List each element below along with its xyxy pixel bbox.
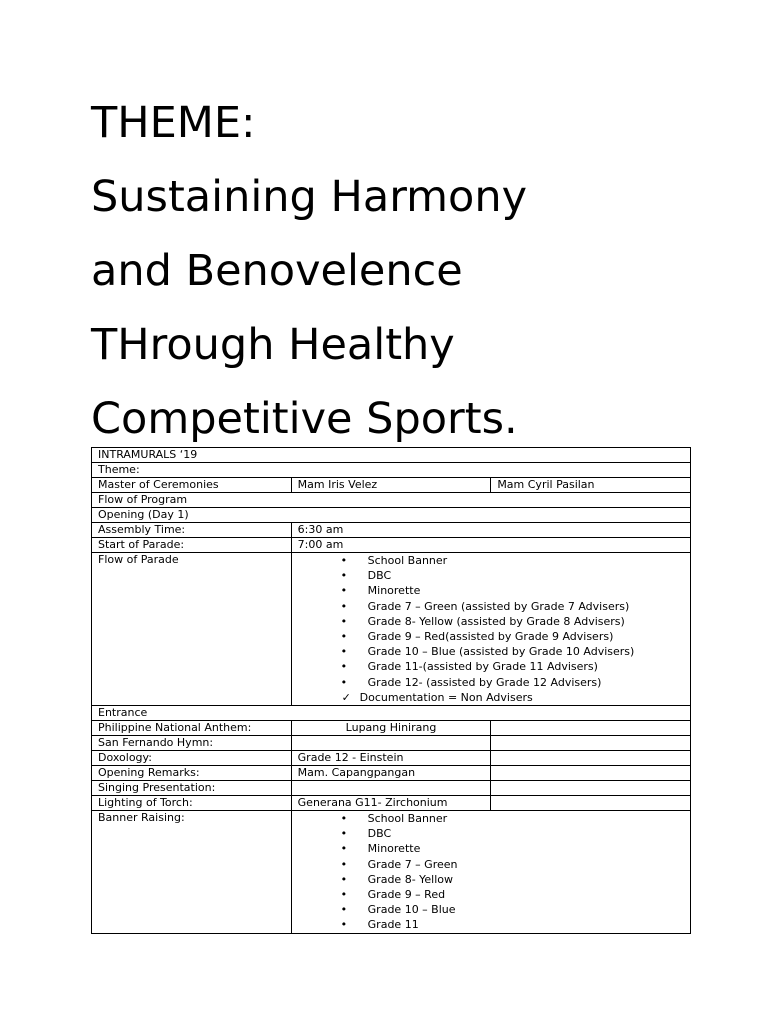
table-row <box>92 721 691 736</box>
flow-parade-list <box>298 553 684 690</box>
list-item-text: Grade 10 – Blue <box>367 903 456 917</box>
doxology-value: Grade 12 - Einstein <box>291 751 491 766</box>
bullet-icon: • <box>340 903 348 917</box>
flow-parade-label: Flow of Parade <box>92 553 292 706</box>
empty-cell <box>291 736 491 751</box>
empty-cell <box>491 721 691 736</box>
empty-cell <box>291 781 491 796</box>
list-item-text: DBC <box>367 569 392 583</box>
bullet-icon: • <box>340 660 348 674</box>
program-table <box>91 447 691 934</box>
table-row <box>92 508 691 523</box>
bullet-icon: • <box>340 630 348 644</box>
documentation-item <box>298 690 684 705</box>
doxology-label: Doxology: <box>92 751 292 766</box>
list-item-text: School Banner <box>367 554 448 567</box>
bullet-icon: • <box>340 599 348 613</box>
bullet-icon: • <box>340 569 348 583</box>
bullet-icon: • <box>340 614 348 628</box>
list-item <box>340 675 684 690</box>
anthem-value: Lupang Hinirang <box>291 721 491 736</box>
table-row <box>92 493 691 508</box>
list-item <box>340 841 684 856</box>
table-row <box>92 448 691 463</box>
theme-heading-line: THEME: <box>91 98 256 148</box>
list-item <box>340 553 684 568</box>
list-item-text: Minorette <box>367 842 421 856</box>
list-item <box>340 887 684 902</box>
empty-cell <box>491 796 691 811</box>
list-item-text: Grade 11-(assisted by Grade 11 Advisers) <box>367 660 598 674</box>
table-row <box>92 751 691 766</box>
table-row <box>92 736 691 751</box>
list-item-text: School Banner <box>367 812 448 826</box>
table-row <box>92 478 691 493</box>
bullet-icon: • <box>340 827 348 841</box>
theme-heading <box>91 86 527 456</box>
theme-label: Theme: <box>92 463 691 478</box>
bullet-icon: • <box>340 872 348 886</box>
list-item-text: Grade 7 – Green (assisted by Grade 7 Advisers) <box>367 599 630 613</box>
list-item-text: Grade 9 – Red(assisted by Grade 9 Advisers) <box>367 630 614 644</box>
list-item <box>340 811 684 826</box>
empty-cell <box>491 781 691 796</box>
bullet-icon: • <box>340 888 348 902</box>
list-item <box>340 826 684 841</box>
flow-program-label: Flow of Program <box>92 493 691 508</box>
table-row <box>92 811 691 934</box>
theme-heading-line: Sustaining Harmony <box>91 172 528 222</box>
banner-label: Banner Raising: <box>92 811 292 934</box>
bullet-icon: • <box>340 645 348 659</box>
documentation-text: Documentation = Non Advisers <box>359 690 533 704</box>
list-item-text: DBC <box>367 827 392 841</box>
empty-cell <box>491 751 691 766</box>
list-item <box>340 629 684 644</box>
list-item-text: Grade 7 – Green <box>367 857 458 871</box>
master-host-1: Mam Iris Velez <box>291 478 491 493</box>
torch-label: Lighting of Torch: <box>92 796 292 811</box>
singing-label: Singing Presentation: <box>92 781 292 796</box>
table-title: INTRAMURALS ‘19 <box>92 448 691 463</box>
list-item <box>340 568 684 583</box>
parade-start-label: Start of Parade: <box>92 538 292 553</box>
master-label: Master of Ceremonies <box>92 478 292 493</box>
table-row <box>92 796 691 811</box>
torch-value: Generana G11- Zirchonium <box>291 796 491 811</box>
list-item <box>340 917 684 932</box>
list-item <box>340 614 684 629</box>
list-item-text: Grade 12- (assisted by Grade 12 Advisers) <box>367 675 602 689</box>
hymn-label: San Fernando Hymn: <box>92 736 292 751</box>
banner-list <box>298 811 684 933</box>
table-row <box>92 553 691 706</box>
parade-start-value: 7:00 am <box>291 538 690 553</box>
list-item-text: Grade 8- Yellow (assisted by Grade 8 Advisers) <box>367 614 625 628</box>
bullet-icon: • <box>340 842 348 856</box>
bullet-icon: • <box>340 812 348 826</box>
list-item <box>340 644 684 659</box>
banner-list-cell <box>291 811 690 934</box>
list-item <box>340 659 684 674</box>
list-item <box>340 902 684 917</box>
bullet-icon: • <box>340 554 348 567</box>
checkmark-icon: ✓ <box>341 690 351 704</box>
list-item-text: Minorette <box>367 584 421 598</box>
list-item-text: Grade 10 – Blue (assisted by Grade 10 Advisers) <box>367 645 635 659</box>
table-row <box>92 706 691 721</box>
bullet-icon: • <box>340 584 348 598</box>
flow-parade-list-cell <box>291 553 690 706</box>
table-row <box>92 538 691 553</box>
theme-heading-line: THrough Healthy <box>91 320 455 370</box>
theme-heading-line: Competitive Sports. <box>91 394 518 444</box>
opening-label: Opening (Day 1) <box>92 508 691 523</box>
entrance-label: Entrance <box>92 706 691 721</box>
table-row <box>92 781 691 796</box>
list-item-text: Grade 11 <box>367 918 419 932</box>
table-row <box>92 523 691 538</box>
list-item <box>340 857 684 872</box>
list-item-text: Grade 8- Yellow <box>367 872 454 886</box>
bullet-icon: • <box>340 918 348 932</box>
table-row <box>92 463 691 478</box>
table-row <box>92 766 691 781</box>
list-item-text: Grade 9 – Red <box>367 888 446 902</box>
theme-heading-line: and Benovelence <box>91 246 463 296</box>
master-host-2: Mam Cyril Pasilan <box>491 478 691 493</box>
assembly-value: 6:30 am <box>291 523 690 538</box>
empty-cell <box>491 766 691 781</box>
remarks-label: Opening Remarks: <box>92 766 292 781</box>
list-item <box>340 872 684 887</box>
remarks-value: Mam. Capangpangan <box>291 766 491 781</box>
list-item <box>340 599 684 614</box>
assembly-label: Assembly Time: <box>92 523 292 538</box>
bullet-icon: • <box>340 857 348 871</box>
bullet-icon: • <box>340 675 348 689</box>
empty-cell <box>491 736 691 751</box>
list-item <box>340 583 684 598</box>
anthem-label: Philippine National Anthem: <box>92 721 292 736</box>
